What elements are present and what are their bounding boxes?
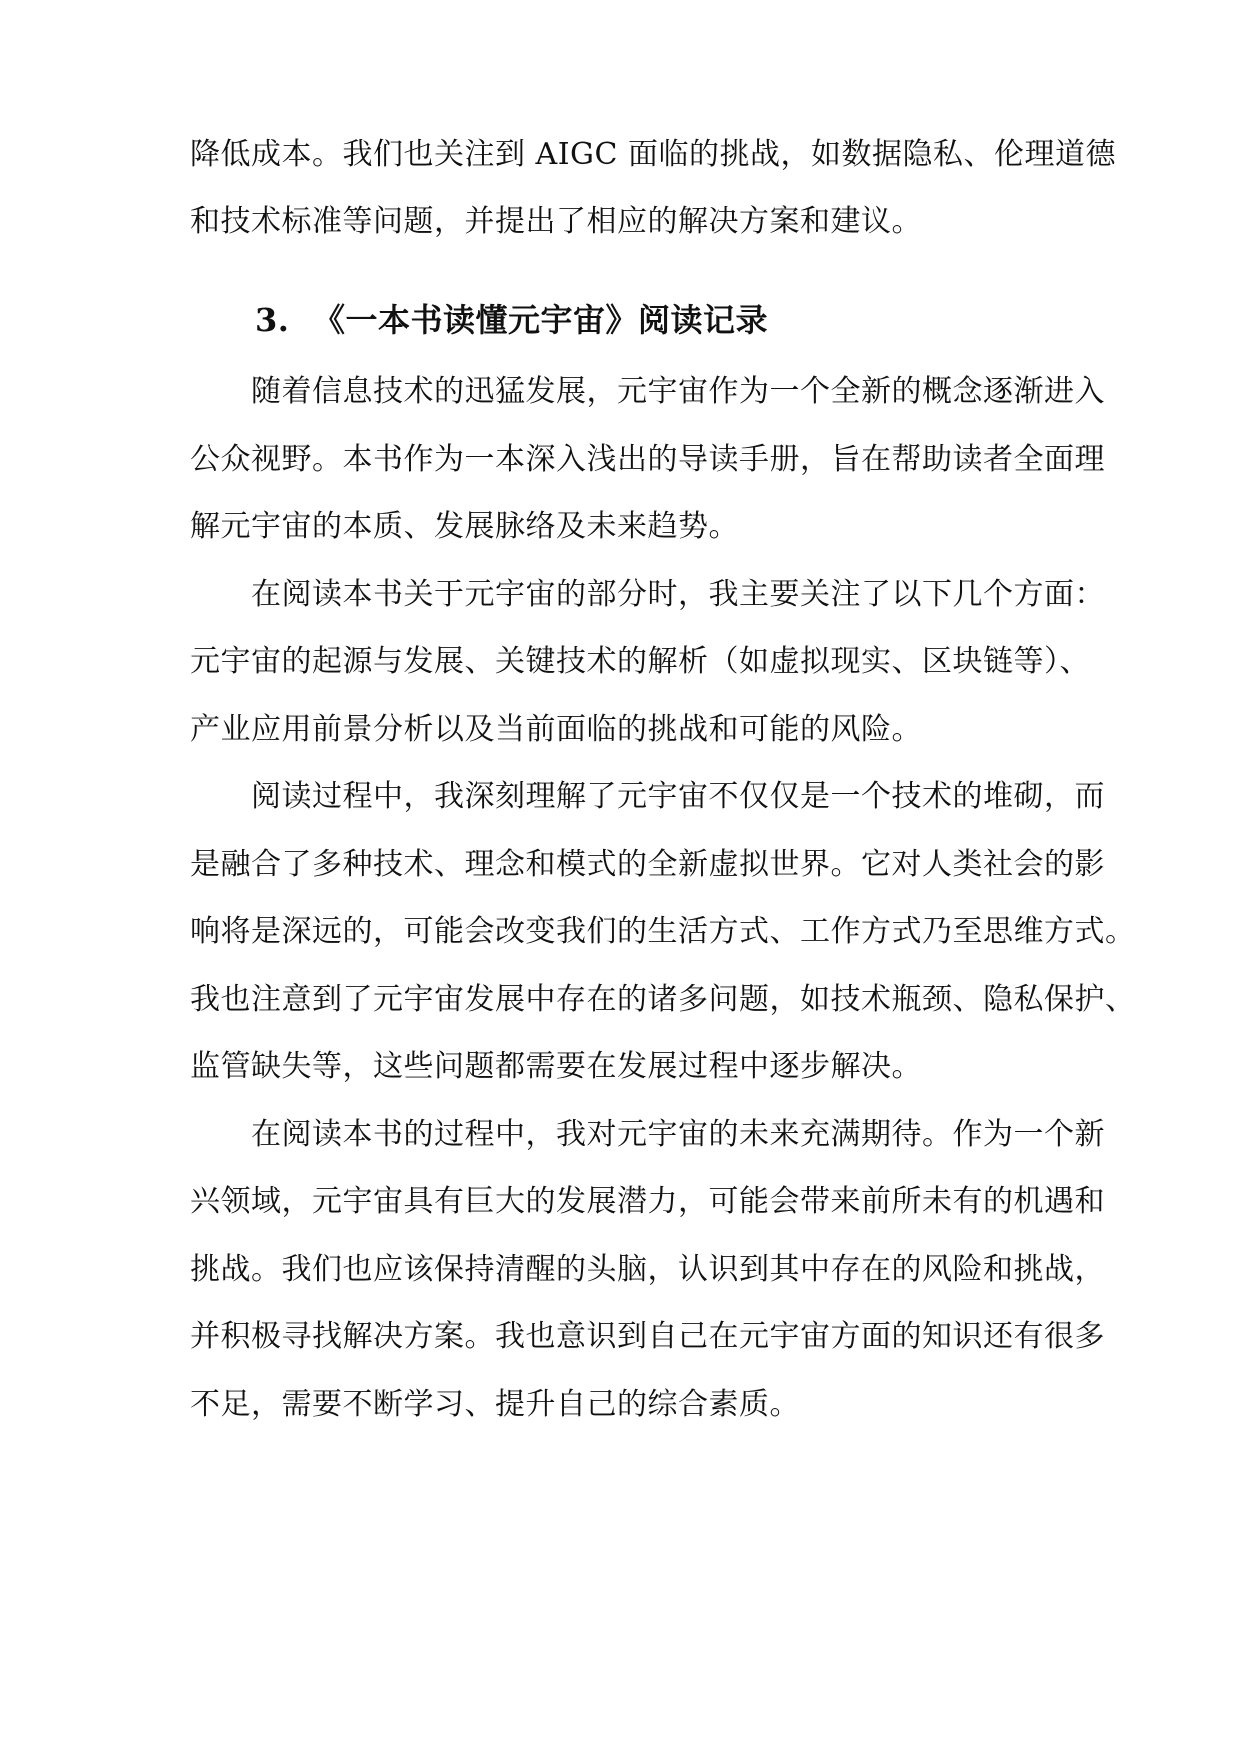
paragraph-line: 响将是深远的，可能会改变我们的生活方式、工作方式乃至思维方式。 bbox=[190, 914, 1136, 949]
paragraph-line: 解元宇宙的本质、发展脉络及未来趋势。 bbox=[190, 509, 739, 544]
paragraph-line: 不足，需要不断学习、提升自己的综合素质。 bbox=[190, 1387, 800, 1422]
section-number: 3. bbox=[255, 301, 290, 339]
paragraph-line: 阅读过程中，我深刻理解了元宇宙不仅仅是一个技术的堆砌，而 bbox=[190, 779, 1105, 814]
section-title: 《一本书读懂元宇宙》阅读记录 bbox=[313, 301, 769, 339]
section-heading bbox=[255, 298, 768, 342]
paragraph-line: 我也注意到了元宇宙发展中存在的诸多问题，如技术瓶颈、隐私保护、 bbox=[190, 982, 1136, 1017]
text-line: 和技术标准等问题，并提出了相应的解决方案和建议。 bbox=[190, 204, 922, 239]
paragraph-line: 随着信息技术的迅猛发展，元宇宙作为一个全新的概念逐渐进入 bbox=[190, 374, 1105, 409]
paragraph-line: 是融合了多种技术、理念和模式的全新虚拟世界。它对人类社会的影 bbox=[190, 847, 1105, 882]
paragraph-line: 在阅读本书的过程中，我对元宇宙的未来充满期待。作为一个新 bbox=[190, 1117, 1105, 1152]
paragraph-line: 公众视野。本书作为一本深入浅出的导读手册，旨在帮助读者全面理 bbox=[190, 442, 1105, 477]
paragraph-line: 监管缺失等，这些问题都需要在发展过程中逐步解决。 bbox=[190, 1049, 922, 1084]
paragraph-line: 元宇宙的起源与发展、关键技术的解析（如虚拟现实、区块链等）、 bbox=[190, 644, 1090, 679]
paragraph-line: 产业应用前景分析以及当前面临的挑战和可能的风险。 bbox=[190, 712, 922, 747]
paragraph-line: 兴领域，元宇宙具有巨大的发展潜力，可能会带来前所未有的机遇和 bbox=[190, 1184, 1105, 1219]
paragraph-line: 挑战。我们也应该保持清醒的头脑，认识到其中存在的风险和挑战， bbox=[190, 1252, 1105, 1287]
text-line: 降低成本。我们也关注到 AIGC 面临的挑战，如数据隐私、伦理道德 bbox=[190, 137, 1117, 172]
paragraph-line: 并积极寻找解决方案。我也意识到自己在元宇宙方面的知识还有很多 bbox=[190, 1319, 1105, 1354]
paragraph-line: 在阅读本书关于元宇宙的部分时，我主要关注了以下几个方面： bbox=[190, 577, 1105, 612]
